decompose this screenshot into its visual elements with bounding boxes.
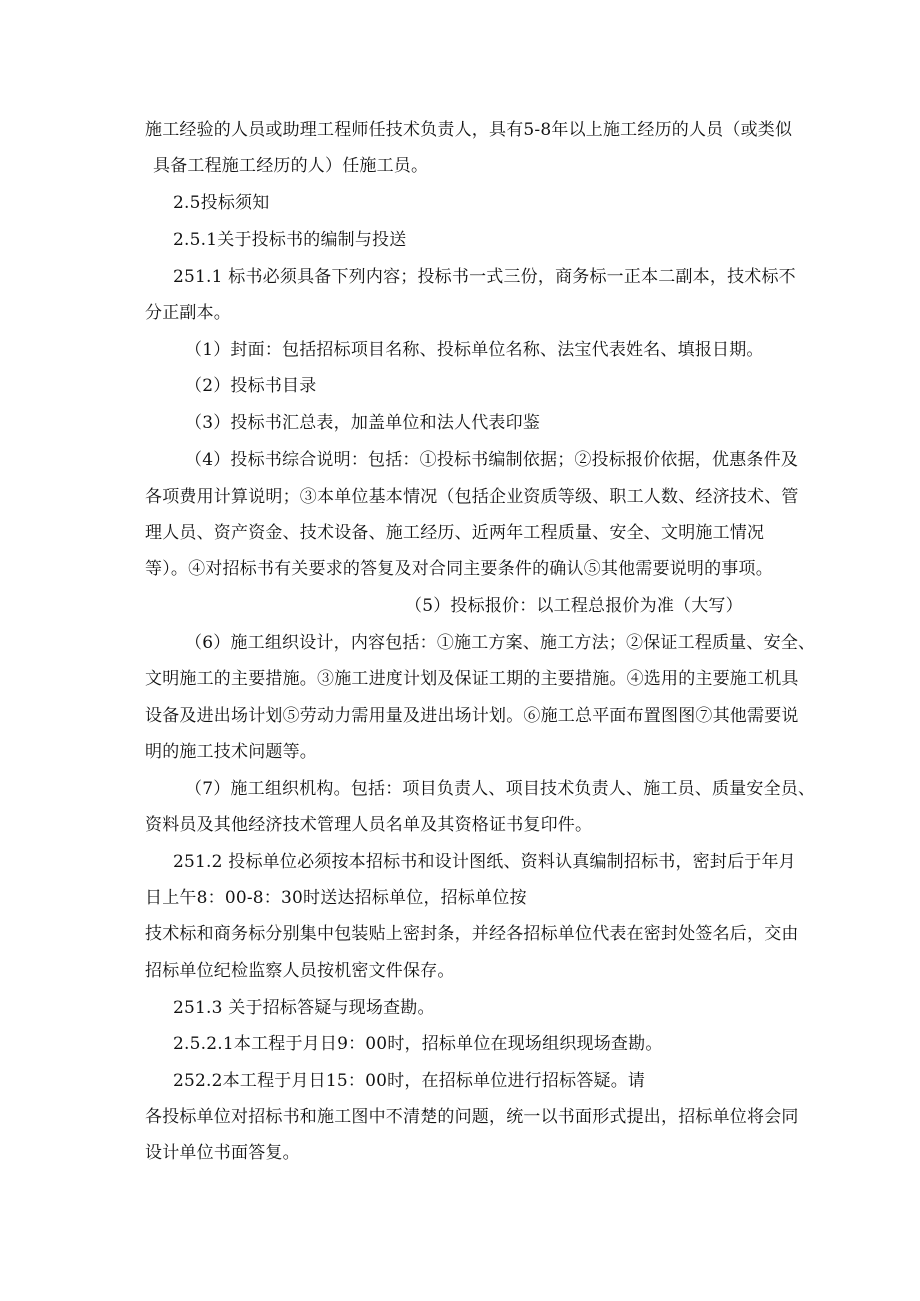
list-item: （1）封面：包括招标项目名称、投标单位名称、法宝代表姓名、填报日期。 [185,340,764,360]
list-item: （4）投标书综合说明：包括：①投标书编制依据；②投标报价依据，优惠条件及 [185,450,799,470]
list-item: （6）施工组织设计，内容包括：①施工方案、施工方法；②保证工程质量、安全、 [185,633,816,653]
section-heading: 2.5投标须知 [173,193,270,213]
text-line: 各项费用计算说明；③本单位基本情况（包括企业资质等级、职工人数、经济技术、管 [145,487,799,507]
text-line: 251.3 关于招标答疑与现场查勘。 [173,998,435,1018]
subsection-heading: 2.5.1关于投标书的编制与投送 [173,230,407,250]
text-line: 251.1 标书必须具备下列内容；投标书一式三份，商务标一正本二副本，技术标不 [173,267,796,287]
text-line: 设计单位书面答复。 [145,1143,300,1163]
text-line: 各投标单位对招标书和施工图中不清楚的问题，统一以书面形式提出，招标单位将会同 [145,1107,799,1127]
text-line: 资料员及其他经济技术管理人员名单及其资格证书复印件。 [145,815,593,835]
text-line: 理人员、资产资金、技术设备、施工经历、近两年工程质量、安全、文明施工情况 [145,523,765,543]
list-item: （2）投标书目录 [185,376,317,396]
text-line: 251.2 投标单位必须按本招标书和设计图纸、资料认真编制招标书，密封后于年月 [173,852,796,872]
text-line: 252.2本工程于月日15：00时，在招标单位进行招标答疑。请 [173,1071,646,1091]
text-line: 等）。④对招标书有关要求的答复及对合同主要条件的确认⑤其他需要说明的事项。 [145,559,773,579]
text-line: 分正副本。 [145,303,231,323]
text-line: 文明施工的主要措施。③施工进度计划及保证工期的主要措施。④选用的主要施工机具 [145,669,799,689]
text-line: 施工经验的人员或助理工程师任技术负责人，具有5-8年以上施工经历的人员（或类似 [145,120,793,140]
list-item: （5）投标报价：以工程总报价为准（大写） [405,596,743,616]
list-item: （7）施工组织机构。包括：项目负责人、项目技术负责人、施工员、质量安全员、 [185,779,816,799]
list-item: （3）投标书汇总表，加盖单位和法人代表印鉴 [185,413,541,433]
text-line: 技术标和商务标分别集中包装贴上密封条，并经各招标单位代表在密封处签名后，交由 [145,924,799,944]
text-line: 招标单位纪检监察人员按机密文件保存。 [145,961,455,981]
text-line: 明的施工技术问题等。 [145,742,317,762]
text-line: 日上午8：00-8：30时送达招标单位，招标单位按 [145,888,527,908]
text-line: 设备及进出场计划⑤劳动力需用量及进出场计划。⑥施工总平面布置图图⑦其他需要说 [145,706,799,726]
text-line: 具备工程施工经历的人）任施工员。 [153,156,429,176]
text-line: 2.5.2.1本工程于月日9：00时，招标单位在现场组织现场查勘。 [173,1034,663,1054]
